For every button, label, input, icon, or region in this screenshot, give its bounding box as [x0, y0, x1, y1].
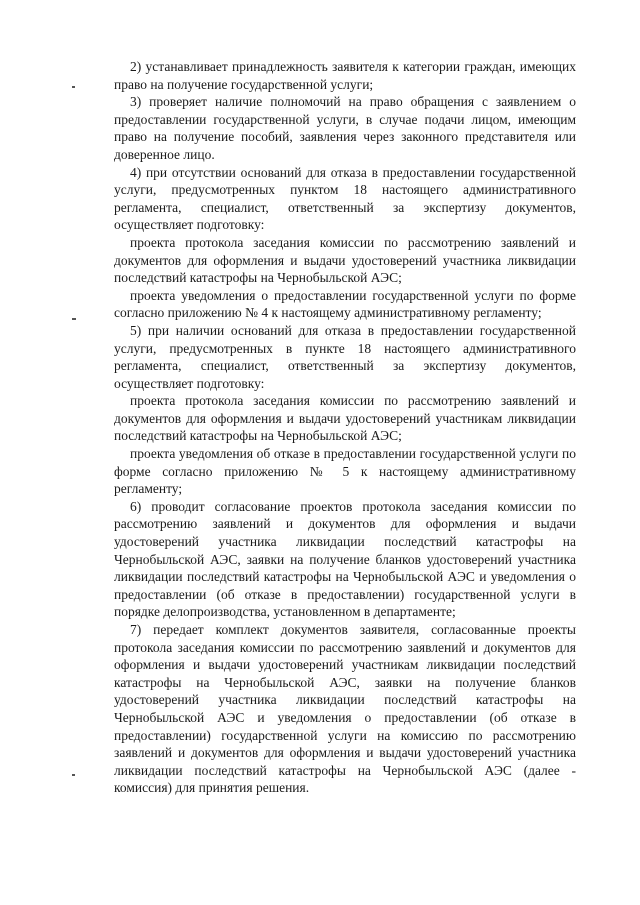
document-body	[114, 58, 576, 797]
paragraph-item-2: 2) устанавливает принадлежность заявителя к категории граждан, имеющих право на получение государственной услуги;	[114, 59, 576, 92]
scan-mark	[72, 86, 75, 88]
paragraph-notice-draft: проекта уведомления о предоставлении государственной услуги по форме согласно приложению № 4 к настоящему административному регламенту;	[114, 287, 576, 321]
paragraph-item-7: 7) передает комплект документов заявителя, согласованные проекты протокола заседания комиссии по рассмотрению заявлений и документов для оформления и выдачи удостоверений участникам ликвидации последствий катастрофы на Чернобыльской АЭС, заявки на получение бланков удостоверений участника ликвидации последствий катастрофы на Чернобыльской АЭС и уведомления о предоставлении (об отказе в предоставлении) государственной услуги на комиссию по рассмотрению заявлений и документов для оформления и выдачи удостоверений участника ликвидации последствий катастрофы на Чернобыльской АЭС (далее - комиссия) для принятия решения.	[114, 622, 576, 796]
scan-mark	[72, 318, 76, 320]
paragraph-protocol-draft: проекта протокола заседания комиссии по рассмотрению заявлений и документов для оформления и выдачи удостоверений участника ликвидации последствий катастрофы на Чернобыльской АЭС;	[114, 234, 576, 286]
paragraph-protocol-draft-refusal: проекта протокола заседания комиссии по рассмотрению заявлений и документов для оформления и выдачи удостоверений участникам ликвидации последствий катастрофы на Чернобыльской АЭС;	[114, 393, 576, 444]
paragraph-item-5: 5) при наличии оснований для отказа в предоставлении государственной услуги, предусмотренных в пункте 18 настоящего административного регламента, специалист, ответственный за экспертизу документов, осуществляет подготовку:	[114, 322, 576, 391]
paragraph-item-3: 3) проверяет наличие полномочий на право обращения с заявлением о предоставлении государственной услуги, в случае подачи лицом, имеющим право на получение пособий, заявления через законного представителя или доверенное лицо.	[114, 94, 576, 162]
paragraph-refusal-notice-draft: проекта уведомления об отказе в предоставлении государственной услуги по форме согласно приложению № 5 к настоящему административному регламенту;	[114, 446, 576, 497]
scan-mark	[72, 774, 75, 776]
paragraph-item-4: 4) при отсутствии оснований для отказа в предоставлении государственной услуги, предусмотренных пунктом 18 настоящего административного регламента, специалист, ответственный за экспертизу документов, осуществляет подготовку:	[114, 164, 576, 233]
paragraph-item-6: 6) проводит согласование проектов протокола заседания комиссии по рассмотрению заявлений и документов для оформления и выдачи удостоверений участника ликвидации последствий катастрофы на Чернобыльской АЭС, заявки на получение бланков удостоверений участника ликвидации последствий катастрофы на Чернобыльской АЭС и уведомления о предоставлении (об отказе в предоставлении) государственной услуги в порядке делопроизводства, установленном в департаменте;	[114, 498, 576, 620]
